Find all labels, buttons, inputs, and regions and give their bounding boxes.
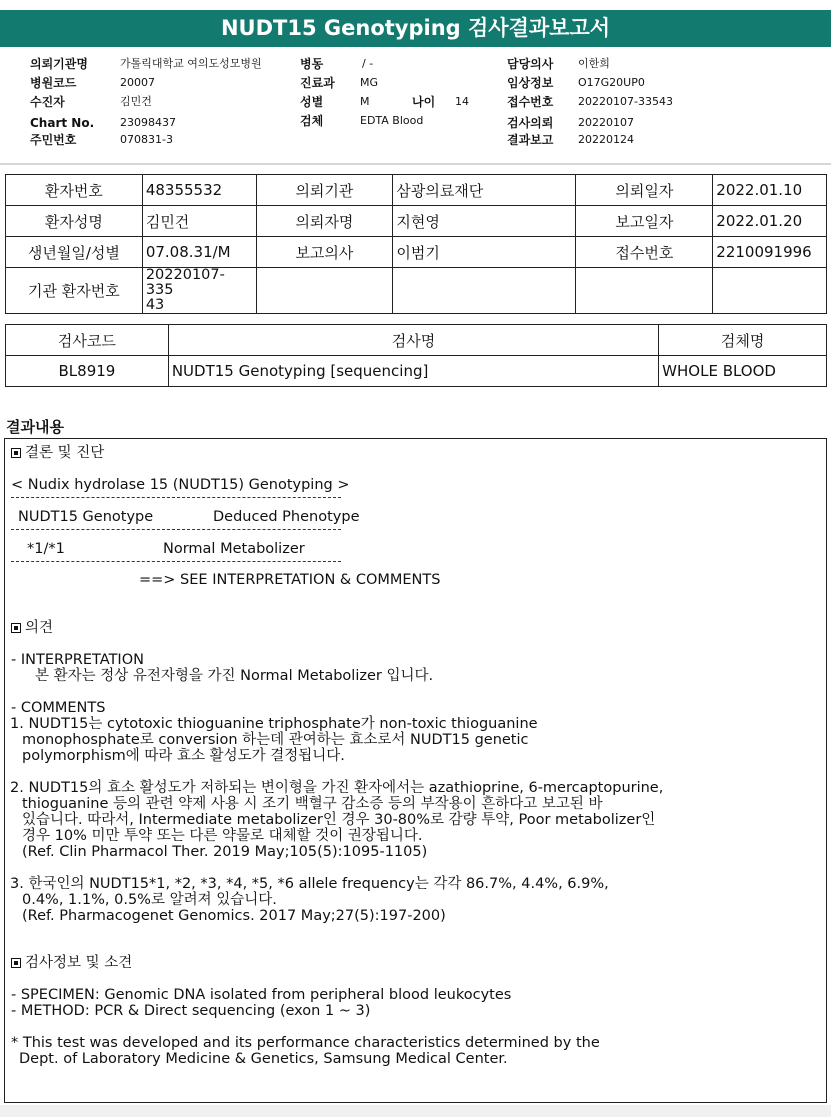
cell-label: 보고의사 xyxy=(256,237,393,268)
table-row xyxy=(6,268,827,314)
test-name: NUDT15 Genotyping [sequencing] xyxy=(168,356,658,387)
page-bottom-margin xyxy=(0,1105,831,1117)
dashed-divider xyxy=(11,529,341,530)
comment-3-line: 3. 한국인의 NUDT15*1, *2, *3, *4, *5, *6 allele frequency는 각각 86.7%, 4.4%, 6.9%, xyxy=(10,876,609,892)
conclusion-heading xyxy=(11,445,104,461)
test-code: BL8919 xyxy=(6,356,169,387)
report-date-label: 결과보고 xyxy=(507,133,554,147)
table-row xyxy=(6,206,827,237)
info-heading-text: 검사정보 및 소견 xyxy=(25,955,133,971)
cell-value: 2210091996 xyxy=(713,237,827,268)
specimen-value: EDTA Blood xyxy=(360,114,424,127)
doctor-label: 담당의사 xyxy=(507,57,554,71)
id-no-label: 주민번호 xyxy=(30,133,77,147)
dashed-divider xyxy=(11,561,341,562)
conclusion-heading-text: 결론 및 진단 xyxy=(25,445,105,461)
comment-2-line: thioguanine 등의 관련 약제 사용 시 조기 백혈구 감소증 등의 부작용이 흔하다고 보고된 바 xyxy=(22,796,603,812)
report-date-value: 20220124 xyxy=(578,133,634,146)
cell-label: 기관 환자번호 xyxy=(6,268,143,314)
patient-label: 수진자 xyxy=(30,95,65,109)
note-line: * This test was developed and its performance characteristics determined by the xyxy=(11,1035,600,1051)
id-no-value: 070831-3 xyxy=(120,133,173,146)
cell-value: 삼광의료재단 xyxy=(393,175,576,206)
cell-label: 접수번호 xyxy=(576,237,713,268)
cell-label: 환자성명 xyxy=(6,206,143,237)
comment-1-line: polymorphism에 따라 효소 활성도가 결정됩니다. xyxy=(22,748,345,764)
patient-value: 김민건 xyxy=(120,95,152,108)
empty-cell xyxy=(576,268,713,314)
comment-1-line: monophosphate로 conversion 하는데 관여하는 효소로서 NUDT15 genetic xyxy=(22,732,529,748)
table-row xyxy=(6,356,827,387)
request-date-value: 20220107 xyxy=(578,116,634,129)
test-info-table xyxy=(5,324,827,387)
cell-label: 생년월일/성별 xyxy=(6,237,143,268)
age-value: 14 xyxy=(455,95,469,108)
opinion-heading-text: 의견 xyxy=(25,620,54,636)
specimen-line: - SPECIMEN: Genomic DNA isolated from peripheral blood leukocytes xyxy=(11,987,512,1003)
comment-3-line: (Ref. Pharmacogenet Genomics. 2017 May;27(5):197-200) xyxy=(22,908,446,924)
method-line: - METHOD: PCR & Direct sequencing (exon 1 ~ 3) xyxy=(11,1003,371,1019)
clinical-info-value: O17G20UP0 xyxy=(578,76,645,89)
chart-no-label: Chart No. xyxy=(30,116,95,130)
comment-2-line: 있습니다. 따라서, Intermediate metabolizer인 경우 30-80%로 감량 투약, Poor metabolizer인 xyxy=(22,812,656,828)
reception-no-value: 20220107-33543 xyxy=(578,95,673,108)
results-box xyxy=(4,438,827,1103)
cell-value: 2022.01.10 xyxy=(713,175,827,206)
cell-value: 이범기 xyxy=(393,237,576,268)
requesting-institution-value: 가톨릭대학교 여의도성모병원 xyxy=(120,57,262,70)
square-bullet-icon xyxy=(11,448,21,458)
dept-value: MG xyxy=(360,76,379,89)
square-bullet-icon xyxy=(11,958,21,968)
empty-cell xyxy=(256,268,393,314)
sex-label: 성별 xyxy=(300,95,324,109)
cell-value: 지현영 xyxy=(393,206,576,237)
cell-value-line: 20220107-335 xyxy=(145,267,225,298)
specimen-name: WHOLE BLOOD xyxy=(659,356,827,387)
column-header: 검체명 xyxy=(659,325,827,356)
report-title: NUDT15 Genotyping 검사결과보고서 xyxy=(0,10,831,47)
requesting-institution-label: 의뢰기관명 xyxy=(30,57,88,71)
dashed-divider xyxy=(11,497,341,498)
table-row xyxy=(6,237,827,268)
info-heading xyxy=(11,955,132,971)
dept-label: 진료과 xyxy=(300,76,335,90)
specimen-label: 검체 xyxy=(300,114,324,128)
square-bullet-icon xyxy=(11,623,21,633)
see-interpretation: ==> SEE INTERPRETATION & COMMENTS xyxy=(139,572,441,588)
empty-cell xyxy=(393,268,576,314)
cell-value-line: 43 xyxy=(145,297,165,313)
cell-value: 김민건 xyxy=(142,206,256,237)
interpretation-label: - INTERPRETATION xyxy=(11,652,144,668)
header-divider xyxy=(0,163,831,165)
cell-value: 2022.01.20 xyxy=(713,206,827,237)
comments-label: - COMMENTS xyxy=(11,700,106,716)
table-row xyxy=(6,175,827,206)
comment-1-line: 1. NUDT15는 cytotoxic thioguanine triphosphate가 non-toxic thioguanine xyxy=(10,716,538,732)
hospital-code-label: 병원코드 xyxy=(30,76,77,90)
clinical-info-label: 임상정보 xyxy=(507,76,554,90)
cell-label: 의뢰자명 xyxy=(256,206,393,237)
cell-value: 07.08.31/M xyxy=(142,237,256,268)
empty-cell xyxy=(713,268,827,314)
column-header: 검사명 xyxy=(168,325,658,356)
comment-2-line: (Ref. Clin Pharmacol Ther. 2019 May;105(5):1095-1105) xyxy=(22,844,428,860)
doctor-value: 이한희 xyxy=(578,57,610,70)
reception-no-label: 접수번호 xyxy=(507,95,554,109)
note-line: Dept. of Laboratory Medicine & Genetics, Samsung Medical Center. xyxy=(19,1051,508,1067)
genotype-column-header: NUDT15 Genotype xyxy=(18,509,154,525)
results-section-title: 결과내용 xyxy=(6,418,64,436)
cell-label: 의뢰일자 xyxy=(576,175,713,206)
age-label: 나이 xyxy=(412,95,436,109)
genotyping-title: < Nudix hydrolase 15 (NUDT15) Genotyping > xyxy=(11,477,350,493)
phenotype-value: Normal Metabolizer xyxy=(163,541,305,557)
opinion-heading xyxy=(11,620,53,636)
chart-no-value: 23098437 xyxy=(120,116,176,129)
cell-value: 48355532 xyxy=(142,175,256,206)
ward-label: 병동 xyxy=(300,57,324,71)
cell-label: 보고일자 xyxy=(576,206,713,237)
cell-label: 의뢰기관 xyxy=(256,175,393,206)
comment-3-line: 0.4%, 1.1%, 0.5%로 알려져 있습니다. xyxy=(22,892,277,908)
cell-label: 환자번호 xyxy=(6,175,143,206)
ward-value: / - xyxy=(362,57,374,70)
patient-info-table xyxy=(5,174,827,314)
request-date-label: 검사의뢰 xyxy=(507,116,554,130)
table-header-row xyxy=(6,325,827,356)
genotype-value: *1/*1 xyxy=(27,541,65,557)
comment-2-line: 경우 10% 미만 투약 또는 다른 약물로 대체할 것이 권장됩니다. xyxy=(22,828,423,844)
comment-2-line: 2. NUDT15의 효소 활성도가 저하되는 변이형을 가진 환자에서는 azathioprine, 6-mercaptopurine, xyxy=(10,780,664,796)
sex-value: M xyxy=(360,95,370,108)
interpretation-text: 본 환자는 정상 유전자형을 가진 Normal Metabolizer 입니다. xyxy=(35,668,434,684)
hospital-code-value: 20007 xyxy=(120,76,155,89)
phenotype-column-header: Deduced Phenotype xyxy=(213,509,360,525)
cell-value xyxy=(142,268,256,314)
column-header: 검사코드 xyxy=(6,325,169,356)
